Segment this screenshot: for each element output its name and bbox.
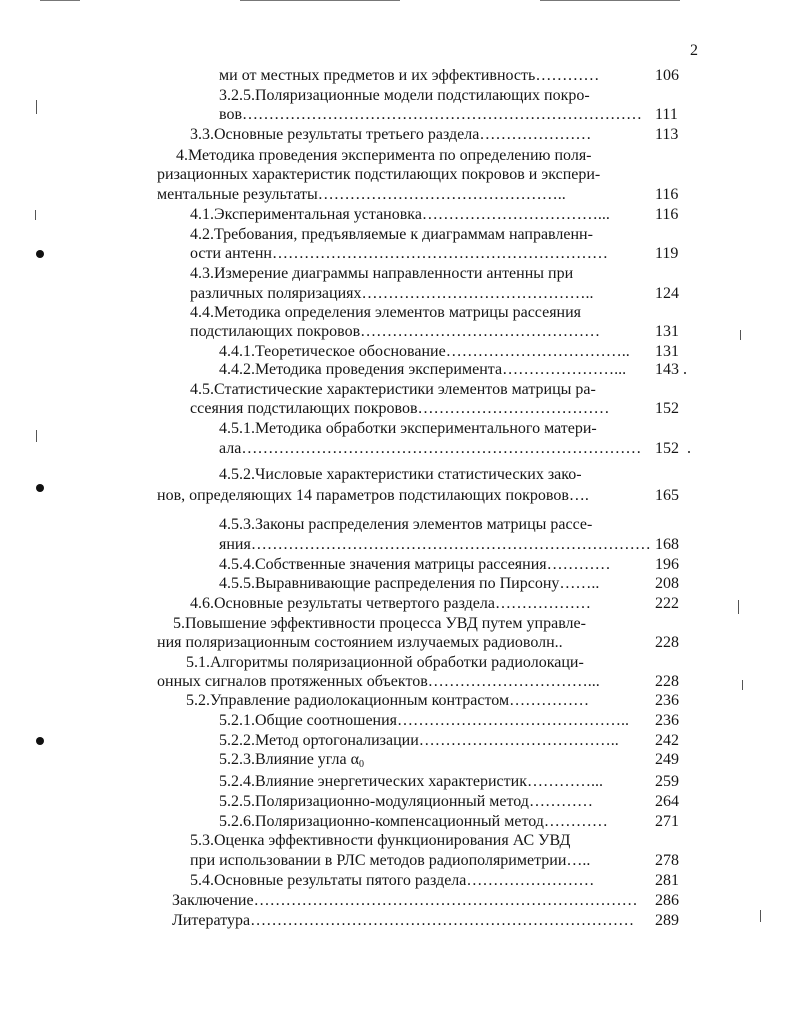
toc-entry: 5.3.Оценка эффективности функционирования АС УВД bbox=[190, 832, 571, 849]
toc-page-number: 165 bbox=[655, 487, 679, 504]
toc-page-number: 168 bbox=[655, 536, 679, 553]
scan-speck bbox=[742, 680, 743, 690]
toc-page-number: 222 bbox=[655, 595, 679, 612]
toc-entry: 4.1.Экспериментальная установка……………………………... bbox=[190, 206, 610, 223]
toc-entry: различных поляризациях…………………………………….. bbox=[190, 285, 594, 302]
scan-edge-line bbox=[40, 0, 80, 1]
scan-speck bbox=[684, 372, 686, 374]
toc-page-number: 119 bbox=[655, 245, 679, 262]
toc-entry: 4.5.2.Числовые характеристики статистических зако- bbox=[219, 466, 582, 483]
toc-page-number: 143 bbox=[655, 361, 679, 378]
scan-edge-line bbox=[540, 0, 680, 1]
toc-page-number: 228 bbox=[655, 673, 679, 690]
scan-speck bbox=[36, 100, 37, 114]
binder-hole-dot bbox=[36, 250, 44, 258]
toc-entry: 3.2.5.Поляризационные модели подстилающих покро- bbox=[219, 87, 590, 104]
toc-page-number: 131 bbox=[655, 343, 679, 360]
toc-entry: ния поляризационным состоянием излучаемых радиоволн.. bbox=[157, 634, 563, 651]
toc-page-number: 286 bbox=[655, 892, 679, 909]
toc-page-number: 116 bbox=[655, 186, 679, 203]
toc-page-number: 271 bbox=[655, 813, 679, 830]
toc-page-number: 236 bbox=[655, 692, 679, 709]
toc-page-number: 106 bbox=[655, 67, 679, 84]
toc-entry: 4.4.2.Методика проведения эксперимента…………………... bbox=[219, 361, 627, 378]
toc-entry: 5.2.2.Метод ортогонализации……………………………….. bbox=[219, 732, 619, 749]
toc-page-number: 228 bbox=[655, 634, 679, 651]
toc-page-number: 111 bbox=[655, 106, 678, 123]
toc-entry: 4.4.1.Теоретическое обоснование…………………………….. bbox=[219, 343, 630, 360]
toc-entry: 5.2.6.Поляризационно-компенсационный метод………… bbox=[219, 813, 608, 830]
toc-entry: Литература……………………………………………………………… bbox=[172, 912, 635, 929]
toc-entry: 4.6.Основные результаты четвертого раздела……………… bbox=[190, 595, 591, 612]
page-number: 2 bbox=[690, 42, 698, 59]
binder-hole-dot bbox=[36, 737, 44, 745]
toc-entry: 5.2.3.Влияние угла $\alpha_0$ bbox=[219, 751, 365, 770]
toc-page-number: 116 bbox=[655, 206, 679, 223]
toc-page-number: 152 bbox=[655, 440, 679, 457]
scan-speck bbox=[36, 430, 37, 442]
toc-entry: 3.3.Основные результаты третьего раздела………………… bbox=[190, 126, 592, 143]
toc-page-number: 259 bbox=[655, 773, 679, 790]
toc-entry: ми от местных предметов и их эффективность………… bbox=[219, 67, 600, 84]
toc-entry: яния………………………………………………………………… bbox=[219, 536, 651, 553]
toc-page-number: 196 bbox=[655, 556, 679, 573]
toc-entry: 5.4.Основные результаты пятого раздела…………………… bbox=[190, 872, 595, 889]
scan-speck bbox=[738, 600, 739, 614]
toc-entry: ризационных характеристик подстилающих покровов и экспери- bbox=[157, 166, 601, 183]
scan-speck bbox=[740, 330, 741, 340]
toc-entry: Заключение……………………………………………………………… bbox=[172, 892, 638, 909]
toc-page-number: 242 bbox=[655, 732, 679, 749]
toc-entry: 4.5.Статистические характеристики элементов матрицы ра- bbox=[190, 381, 596, 398]
toc-entry: 4.2.Требования, предъявляемые к диаграммам направленн- bbox=[190, 226, 593, 243]
toc-entry: онных сигналов протяженных объектов…………………………... bbox=[157, 673, 600, 690]
toc-page-number: 113 bbox=[655, 126, 679, 143]
toc-page-number: 124 bbox=[655, 285, 679, 302]
toc-entry: 5.Повышение эффективности процесса УВД путем управле- bbox=[173, 615, 586, 632]
toc-entry: 5.2.4.Влияние энергетических характеристик…………... bbox=[219, 773, 603, 790]
toc-entry: 5.2.5.Поляризационно-модуляционный метод………… bbox=[219, 793, 593, 810]
toc-page-number: 249 bbox=[655, 751, 679, 768]
toc-entry: ости антенн……………………………………………………… bbox=[190, 245, 608, 262]
scan-speck bbox=[688, 451, 690, 453]
scan-edge-line bbox=[240, 0, 400, 1]
toc-entry: ала………………………………………………………………… bbox=[219, 440, 642, 457]
scan-speck bbox=[760, 910, 761, 922]
toc-entry: 5.2.Управление радиолокационным контрастом…………… bbox=[186, 692, 590, 709]
toc-entry: ссеяния подстилающих покровов……………………………… bbox=[190, 400, 610, 417]
toc-page-number: 208 bbox=[655, 575, 679, 592]
toc-entry: вов………………………………………………………………… bbox=[219, 106, 642, 123]
binder-hole-dot bbox=[36, 484, 44, 492]
toc-entry: 4.5.1.Методика обработки экспериментального матери- bbox=[219, 420, 597, 437]
toc-page-number: 131 bbox=[655, 323, 679, 340]
toc-page-number: 236 bbox=[655, 712, 679, 729]
toc-page-number: 289 bbox=[655, 912, 679, 929]
toc-entry: 4.5.5.Выравнивающие распределения по Пирсону…….. bbox=[219, 575, 600, 592]
toc-entry: 4.Методика проведения эксперимента по определению поля- bbox=[176, 147, 592, 164]
scan-speck bbox=[35, 210, 36, 220]
toc-page-number: 278 bbox=[655, 852, 679, 869]
toc-entry: ментальные результаты……………………………………….. bbox=[157, 186, 566, 203]
toc-page-number: 152 bbox=[655, 400, 679, 417]
toc-page-number: 264 bbox=[655, 793, 679, 810]
toc-entry: 4.3.Измерение диаграммы направленности антенны при bbox=[190, 265, 574, 282]
toc-entry: подстилающих покровов……………………………………… bbox=[190, 323, 601, 340]
toc-entry: 5.1.Алгоритмы поляризационной обработки радиолокаци- bbox=[186, 654, 584, 671]
toc-page-number: 281 bbox=[655, 872, 679, 889]
toc-entry: 4.5.3.Законы распределения элементов матрицы рассе- bbox=[219, 516, 593, 533]
toc-entry: 5.2.1.Общие соотношения…………………………………….. bbox=[219, 712, 630, 729]
toc-entry: при использовании в РЛС методов радиополяриметрии….. bbox=[190, 852, 591, 869]
toc-entry: нов, определяющих 14 параметров подстилающих покровов…. bbox=[157, 487, 589, 504]
toc-entry: 4.5.4.Собственные значения матрицы рассеяния………… bbox=[219, 556, 611, 573]
toc-entry: 4.4.Методика определения элементов матрицы рассеяния bbox=[190, 304, 582, 321]
